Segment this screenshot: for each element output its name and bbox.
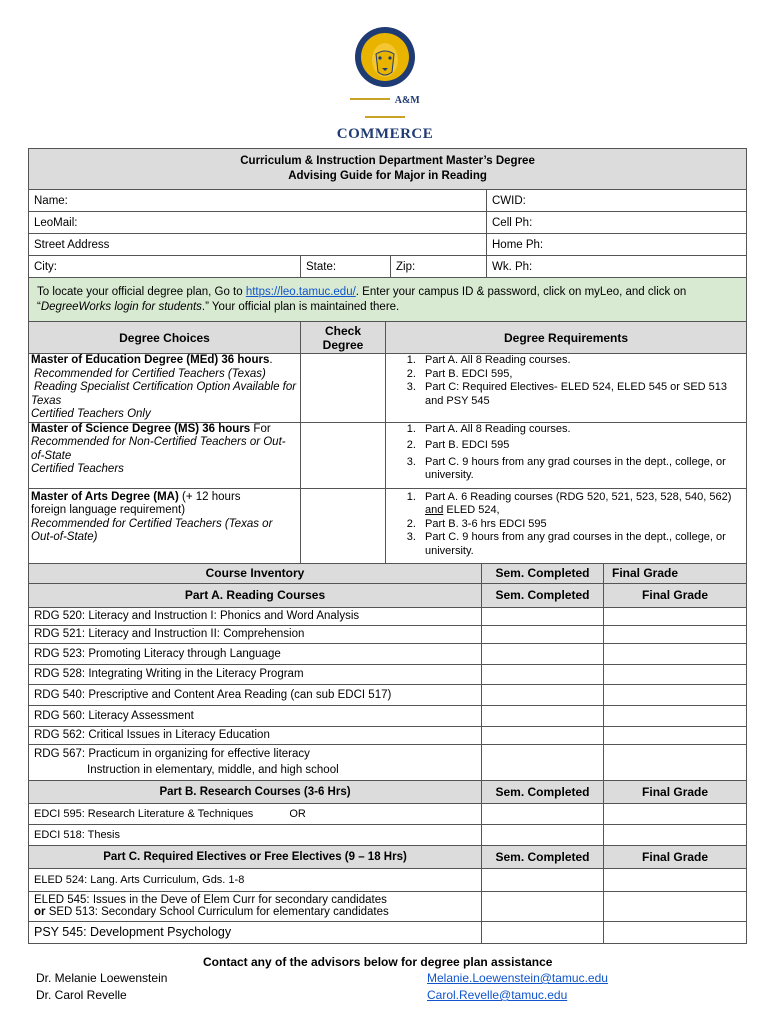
med-requirements: [386, 354, 747, 423]
ma-line1: Recommended for Certified Teachers (Texas or: [31, 517, 273, 530]
part-a-sem-header: Sem. Completed: [482, 583, 604, 607]
sem-cell[interactable]: [482, 684, 604, 705]
leomail-field[interactable]: LeoMail:: [29, 212, 487, 234]
name-field[interactable]: Name:: [29, 190, 487, 212]
check-degree-header: [301, 322, 386, 354]
home-phone-field[interactable]: Home Ph:: [487, 234, 747, 256]
degree-plan-notice: [29, 278, 747, 322]
cell-phone-field[interactable]: Cell Ph:: [487, 212, 747, 234]
ms-requirements: [386, 422, 747, 488]
notice-text-2: . Enter your campus ID & password, click on myLeo, and click on “: [37, 285, 687, 313]
med-req-a: 1. Part A. All 8 Reading courses.: [419, 354, 741, 368]
ma-req-a: [419, 491, 741, 518]
course-row: PSY 545: Development Psychology: [29, 921, 482, 943]
sem-cell[interactable]: [482, 891, 604, 921]
street-address-field[interactable]: Street Address: [29, 234, 487, 256]
ma-title: Master of Arts Degree (MA): [31, 490, 179, 503]
grade-cell[interactable]: [604, 744, 747, 780]
ma-check-box[interactable]: [301, 488, 386, 563]
state-field[interactable]: State:: [301, 256, 391, 278]
ma-req-a-tail: ELED 524,: [443, 504, 500, 516]
grade-cell[interactable]: [604, 684, 747, 705]
sem-cell[interactable]: [482, 643, 604, 664]
lion-logo-icon: [354, 24, 416, 90]
course-inventory-header: Course Inventory: [29, 563, 482, 583]
course-row: RDG 521: Literacy and Instruction II: Comprehension: [29, 625, 482, 643]
part-a-header: Part A. Reading Courses: [29, 583, 482, 607]
university-logo: [330, 24, 440, 142]
advisor-name: Dr. Melanie Loewenstein: [36, 971, 168, 985]
grade-cell[interactable]: [604, 726, 747, 744]
ma-requirements: [386, 488, 747, 563]
med-title: Master of Education Degree (MEd) 36 hours: [31, 354, 270, 366]
part-a-grade-header: Final Grade: [604, 583, 747, 607]
grade-cell[interactable]: [604, 643, 747, 664]
ma-req-c: 3. Part C. 9 hours from any grad courses in the dept., college, or university.: [419, 531, 741, 558]
rdg567-line1: RDG 567: Practicum in organizing for effective literacy: [34, 748, 310, 760]
part-b-header: Part B. Research Courses (3-6 Hrs): [29, 780, 482, 803]
advisor-name: Dr. Carol Revelle: [36, 988, 127, 1002]
med-req-b: 2. Part B. EDCI 595,: [419, 368, 741, 382]
ma-req-a-text: Part A. 6 Reading courses (RDG 520, 521, 523, 528, 540, 562): [425, 490, 732, 503]
grade-cell[interactable]: [604, 705, 747, 726]
final-grade-header: Final Grade: [604, 563, 747, 583]
leo-link[interactable]: https://leo.tamuc.edu/: [245, 285, 356, 298]
ms-req-b: 2. Part B. EDCI 595: [419, 439, 741, 453]
part-c-grade-header: Final Grade: [604, 845, 747, 868]
part-c-sem-header: Sem. Completed: [482, 845, 604, 868]
part-b-sem-header: Sem. Completed: [482, 780, 604, 803]
city-field[interactable]: City:: [29, 256, 301, 278]
ma-req-b: 2. Part B. 3-6 hrs EDCI 595: [419, 518, 741, 532]
course-row: RDG 562: Critical Issues in Literacy Education: [29, 726, 482, 744]
grade-cell[interactable]: [604, 921, 747, 943]
sem-cell[interactable]: [482, 705, 604, 726]
contact-title: Contact any of the advisors below for degree plan assistance: [203, 955, 553, 969]
med-title-suffix: .: [269, 354, 273, 366]
course-row: ELED 524: Lang. Arts Curriculum, Gds. 1-8: [29, 868, 482, 891]
notice-text-3: .” Your official plan is maintained there.: [201, 300, 400, 313]
degree-choices-header: Degree Choices: [29, 322, 301, 354]
sem-cell[interactable]: [482, 726, 604, 744]
course-row: RDG 528: Integrating Writing in the Literacy Program: [29, 664, 482, 684]
grade-cell[interactable]: [604, 625, 747, 643]
logo-line2: COMMERCE: [336, 126, 434, 142]
eled545-line1: ELED 545: Issues in the Deve of Elem Curr for secondary candidates: [34, 894, 387, 906]
ma-degree-choice: [29, 488, 301, 563]
sem-cell[interactable]: [482, 607, 604, 625]
med-line3: Certified Teachers Only: [31, 408, 151, 420]
sem-cell[interactable]: [482, 921, 604, 943]
sem-cell[interactable]: [482, 868, 604, 891]
logo-line1: A&M: [394, 95, 420, 106]
med-line2: Reading Specialist Certification Option Available for Texas: [31, 381, 297, 407]
grade-cell[interactable]: [604, 891, 747, 921]
ma-req-a-and: and: [425, 504, 444, 516]
med-line1: Recommended for Certified Teachers (Texas): [34, 367, 266, 380]
notice-text-1: To locate your official degree plan, Go to: [37, 285, 246, 298]
ms-line1: Recommended for Non-Certified Teachers or Out-of-State: [31, 436, 286, 462]
course-row: EDCI 518: Thesis: [29, 824, 482, 845]
course-row-rdg567: [29, 744, 482, 780]
degree-requirements-header: Degree Requirements: [386, 322, 747, 354]
check-header-line1: Check: [324, 323, 362, 338]
rdg567-line2: Instruction in elementary, middle, and high school: [87, 764, 339, 776]
sem-cell[interactable]: [482, 824, 604, 845]
ms-title: Master of Science Degree (MS) 36 hours: [31, 422, 251, 435]
edci595-text: EDCI 595: Research Literature & Techniques: [34, 807, 254, 820]
ms-degree-choice: [29, 422, 301, 488]
document-header: [29, 149, 747, 190]
med-check-box[interactable]: [301, 354, 386, 423]
grade-cell[interactable]: [604, 803, 747, 824]
course-row: RDG 560: Literacy Assessment: [29, 705, 482, 726]
grade-cell[interactable]: [604, 664, 747, 684]
grade-cell[interactable]: [604, 824, 747, 845]
sem-completed-header: Sem. Completed: [482, 563, 604, 583]
grade-cell[interactable]: [604, 607, 747, 625]
sem-cell[interactable]: [482, 744, 604, 780]
sem-cell[interactable]: [482, 625, 604, 643]
course-row: RDG 540: Prescriptive and Content Area Reading (can sub EDCI 517): [29, 684, 482, 705]
grade-cell[interactable]: [604, 868, 747, 891]
or-label: OR: [289, 807, 306, 820]
header-line2: Advising Guide for Major in Reading: [288, 170, 487, 182]
advisor-email-link[interactable]: Melanie.Loewenstein@tamuc.edu: [427, 971, 608, 985]
sem-cell[interactable]: [482, 664, 604, 684]
advising-guide-table: [28, 148, 747, 944]
course-row-eled545: [29, 891, 482, 921]
ms-line2: Certified Teachers: [31, 463, 124, 475]
course-row-edci595: [29, 803, 482, 824]
notice-emphasis: DegreeWorks login for students: [40, 300, 202, 313]
eled545-line2: SED 513: Secondary School Curriculum for elementary candidates: [45, 906, 389, 918]
course-row: RDG 523: Promoting Literacy through Language: [29, 643, 482, 664]
advisor-email-link[interactable]: Carol.Revelle@tamuc.edu: [427, 988, 568, 1002]
ma-line2: Out-of-State): [31, 531, 98, 543]
ms-title-suffix: For: [250, 422, 271, 435]
ma-line0: foreign language requirement): [31, 504, 186, 516]
eled545-or: or: [34, 906, 46, 918]
part-b-grade-header: Final Grade: [604, 780, 747, 803]
ms-check-box[interactable]: [301, 422, 386, 488]
header-line1: Curriculum & Instruction Department Master’s Degree: [240, 155, 535, 167]
check-header-line2: Degree: [322, 337, 364, 352]
work-phone-field[interactable]: Wk. Ph:: [487, 256, 747, 278]
sem-cell[interactable]: [482, 803, 604, 824]
ma-title-suffix: (+ 12 hours: [178, 490, 241, 503]
med-req-c: 3. Part C: Required Electives- ELED 524, ELED 545 or SED 513 and PSY 545: [419, 381, 741, 408]
cwid-field[interactable]: CWID:: [487, 190, 747, 212]
part-c-header: Part C. Required Electives or Free Electives (9 – 18 Hrs): [29, 845, 482, 868]
med-degree-choice: [29, 354, 301, 423]
ms-req-c: 3. Part C. 9 hours from any grad courses in the dept., college, or university.: [419, 456, 741, 483]
course-row: RDG 520: Literacy and Instruction I: Phonics and Word Analysis: [29, 607, 482, 625]
ms-req-a: 1. Part A. All 8 Reading courses.: [419, 423, 741, 437]
zip-field[interactable]: Zip:: [391, 256, 487, 278]
